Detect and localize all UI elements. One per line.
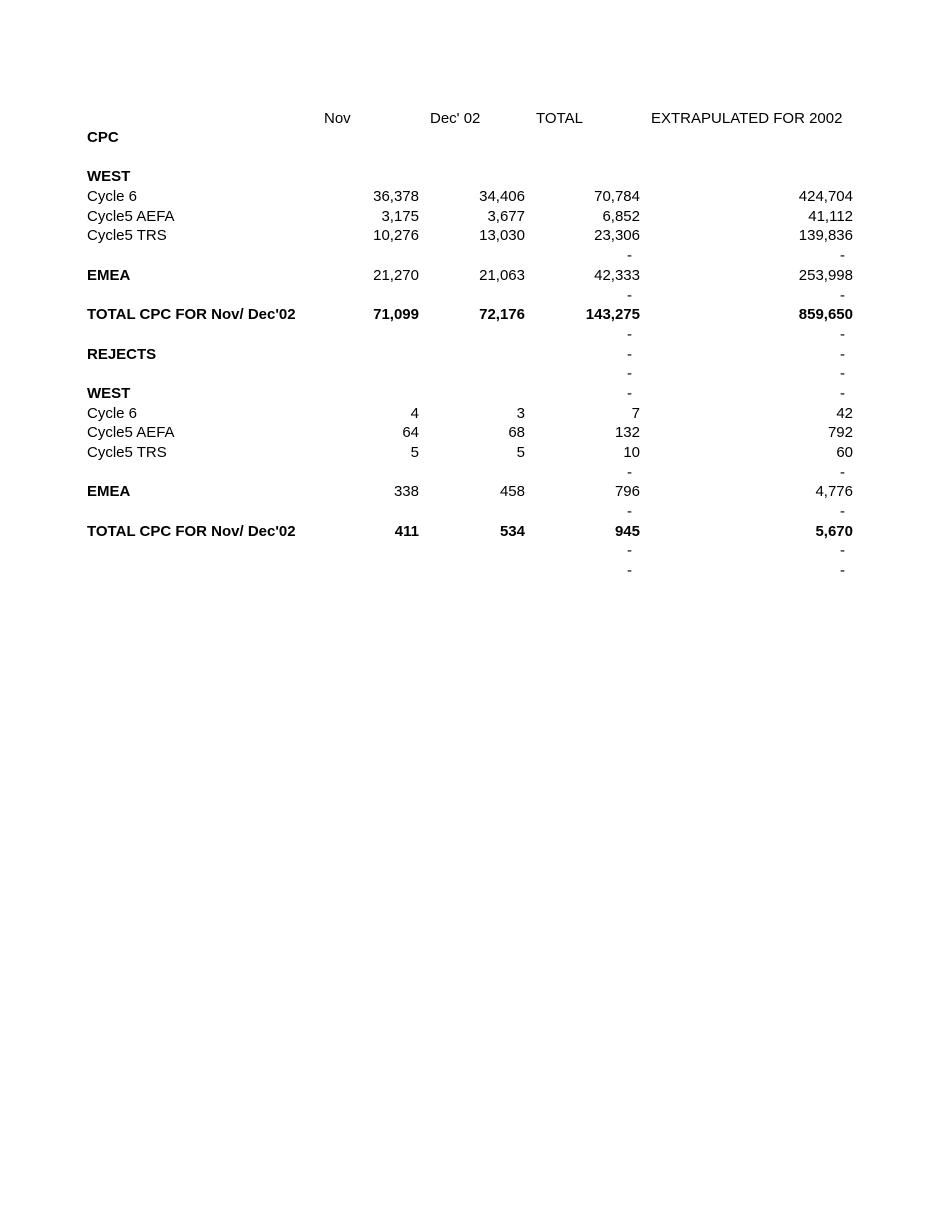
cell-dec: 5 xyxy=(516,444,525,461)
section-title-rejects xyxy=(0,345,950,365)
header-nov: Nov xyxy=(324,110,351,127)
dash-row xyxy=(0,325,950,345)
cell-extrapolated: 424,704 xyxy=(798,188,853,206)
cell-nov: 4 xyxy=(410,404,419,422)
dash-extrapolated: - xyxy=(840,503,845,521)
cell-nov: 3,175 xyxy=(381,207,419,225)
table-row xyxy=(0,404,950,424)
group-title: WEST xyxy=(87,384,131,402)
dash-extrapolated: - xyxy=(840,247,845,265)
cell-total: 10 xyxy=(623,444,640,461)
table-row xyxy=(0,443,950,463)
table-row xyxy=(0,187,950,207)
row-label: Cycle5 AEFA xyxy=(87,424,175,442)
header-extrapolated: EXTRAPULATED FOR 2002 xyxy=(651,110,843,127)
dash-extrapolated: - xyxy=(840,325,845,343)
cell-dec: 68 xyxy=(508,424,525,442)
cell-nov: 411 xyxy=(394,522,419,540)
row-label: Cycle 6 xyxy=(87,404,138,422)
table-row xyxy=(0,226,950,246)
header-total: TOTAL xyxy=(536,110,583,127)
dash-extrapolated: - xyxy=(840,542,845,560)
header-dec: Dec' 02 xyxy=(430,110,481,127)
row-label: TOTAL CPC FOR Nov/ Dec'02 xyxy=(87,522,296,540)
cell-nov: 338 xyxy=(393,483,419,501)
column-header-row xyxy=(0,109,950,129)
section-title-cpc xyxy=(0,128,950,148)
dash-row xyxy=(0,541,950,561)
cell-extrapolated: 792 xyxy=(827,424,853,442)
dash-total: - xyxy=(627,384,632,402)
dash-total: - xyxy=(627,325,632,343)
dash-row xyxy=(0,364,950,384)
dash-extrapolated: - xyxy=(840,286,845,304)
cell-extrapolated: 5,670 xyxy=(815,522,853,540)
cell-total: 70,784 xyxy=(594,188,640,206)
row-label: Cycle5 TRS xyxy=(87,444,167,461)
cell-extrapolated: 4,776 xyxy=(815,483,853,501)
cell-dec: 13,030 xyxy=(479,227,525,245)
cell-dec: 458 xyxy=(499,483,525,501)
cell-nov: 71,099 xyxy=(373,306,419,324)
row-label: Cycle5 AEFA xyxy=(87,207,175,225)
table-row xyxy=(0,423,950,443)
cell-nov: 64 xyxy=(402,424,419,442)
table-row-total xyxy=(0,522,950,542)
dash-total: - xyxy=(627,463,632,481)
blank-row xyxy=(0,148,950,168)
dash-row xyxy=(0,286,950,306)
table-row xyxy=(0,207,950,227)
dash-extrapolated: - xyxy=(840,365,845,383)
dash-extrapolated: - xyxy=(840,562,845,580)
dash-extrapolated: - xyxy=(840,463,845,481)
dash-extrapolated: - xyxy=(840,384,845,402)
cell-total: 6,852 xyxy=(602,207,640,225)
cell-dec: 534 xyxy=(499,522,525,540)
dash-row xyxy=(0,561,950,581)
table-row-emea xyxy=(0,266,950,286)
table-row-total xyxy=(0,305,950,325)
cell-dec: 3,677 xyxy=(487,207,525,225)
group-title-west xyxy=(0,384,950,404)
cell-total: 42,333 xyxy=(594,266,640,284)
dash-total: - xyxy=(627,365,632,383)
group-title: WEST xyxy=(87,168,131,186)
cell-extrapolated: 253,998 xyxy=(798,266,853,284)
row-label: EMEA xyxy=(87,483,131,501)
report-table xyxy=(0,128,950,581)
cell-nov: 36,378 xyxy=(373,188,419,206)
row-label: EMEA xyxy=(87,266,131,284)
cell-dec: 34,406 xyxy=(479,188,525,206)
cell-total: 23,306 xyxy=(594,227,640,245)
cell-total: 796 xyxy=(614,483,640,501)
cell-nov: 21,270 xyxy=(373,266,419,284)
cell-total: 132 xyxy=(614,424,640,442)
cell-extrapolated: 859,650 xyxy=(798,306,853,324)
row-label: Cycle5 TRS xyxy=(87,227,167,245)
dash-extrapolated: - xyxy=(840,345,845,363)
cell-total: 7 xyxy=(631,404,640,422)
cell-total: 143,275 xyxy=(585,306,640,324)
cell-extrapolated: 139,836 xyxy=(798,227,853,245)
dash-total: - xyxy=(627,345,632,363)
cell-total: 945 xyxy=(614,522,640,540)
dash-total: - xyxy=(627,247,632,265)
cell-extrapolated: 41,112 xyxy=(808,207,853,225)
cell-dec: 72,176 xyxy=(479,306,525,324)
row-label: Cycle 6 xyxy=(87,188,138,206)
cell-nov: 10,276 xyxy=(373,227,419,245)
dash-row xyxy=(0,502,950,522)
dash-row xyxy=(0,246,950,266)
cell-dec: 3 xyxy=(516,404,525,422)
group-title-west xyxy=(0,167,950,187)
dash-total: - xyxy=(627,503,632,521)
cell-extrapolated: 60 xyxy=(836,444,853,461)
cell-dec: 21,063 xyxy=(479,266,525,284)
dash-total: - xyxy=(627,562,632,580)
cell-nov: 5 xyxy=(410,444,419,461)
dash-row xyxy=(0,463,950,483)
row-label: TOTAL CPC FOR Nov/ Dec'02 xyxy=(87,306,296,324)
section-title: CPC xyxy=(87,129,119,146)
section-title: REJECTS xyxy=(87,345,157,363)
table-row-emea xyxy=(0,482,950,502)
cell-extrapolated: 42 xyxy=(836,404,853,422)
dash-total: - xyxy=(627,286,632,304)
dash-total: - xyxy=(627,542,632,560)
